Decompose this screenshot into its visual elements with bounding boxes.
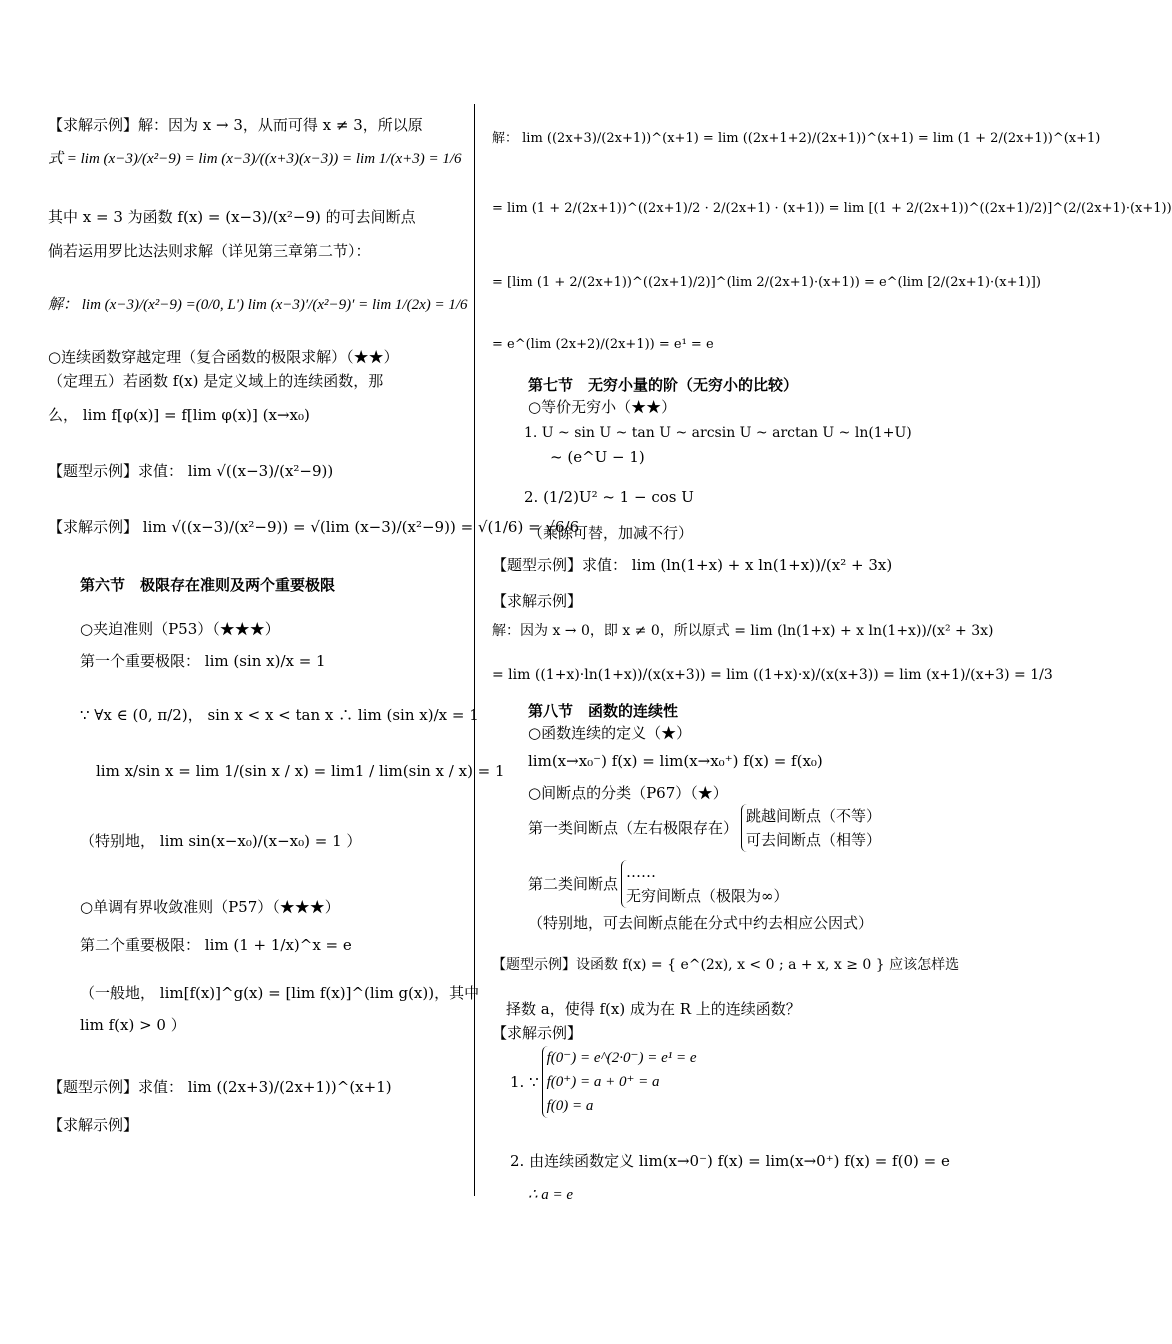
removable-discontinuity: 可去间断点（相等） [746, 831, 882, 849]
formula-line: = [lim (1 + 2/(2x+1))^((2x+1)/2)]^(lim 2/(2x+1)·(x+1)) = e^(lim [2/(2x+1)·(x+1)]) [492, 275, 1041, 290]
formula-line: = lim ((1+x)·ln(1+x))/(x(x+3)) = lim ((1+x)·x)/(x(x+3)) = lim (x+1)/(x+3) = 1/3 [492, 667, 1053, 683]
text-line: 【求解示例】解：因为 x → 3，从而可得 x ≠ 3，所以原 [48, 116, 423, 134]
text-line: （定理五）若函数 f(x) 是定义域上的连续函数，那 [48, 372, 384, 390]
text-line: 倘若运用罗比达法则求解（详见第三章第二节）： [48, 242, 371, 260]
text-line: ○夹迫准则（P53）（★★★） [80, 620, 280, 638]
formula-line: = e^(lim (2x+2)/(2x+1)) = e¹ = e [492, 337, 714, 352]
jump-discontinuity: 跳越间断点（不等） [746, 807, 882, 825]
text-line: ○函数连续的定义（★） [528, 724, 692, 742]
discontinuity-type-1 [528, 804, 881, 852]
formula-line: lim x/sin x = lim 1/(sin x / x) = lim1 / lim(sin x / x) = 1 [96, 762, 505, 780]
solution-line: 【求解示例】 lim √((x−3)/(x²−9)) = √(lim (x−3)/(x²−9)) = √(1/6) = √6/6 [48, 518, 580, 536]
formula-line: 么， lim f[φ(x)] = f[lim φ(x)] (x→x₀) [48, 406, 310, 424]
because-label: 1. ∵ [510, 1073, 539, 1091]
text-line: 其中 x = 3 为函数 f(x) = (x−3)/(x²−9) 的可去间断点 [48, 208, 416, 226]
formula-line: 第一个重要极限： lim (sin x)/x = 1 [80, 652, 326, 670]
section-8-heading: 第八节 函数的连续性 [528, 702, 679, 720]
text-line: （乘除可替，加减不行） [528, 524, 694, 542]
text-line: （特别地，可去间断点能在分式中约去相应公因式） [528, 914, 874, 932]
section-7-heading: 第七节 无穷小量的阶（无穷小的比较） [528, 376, 799, 394]
step-1-brace [542, 1046, 697, 1118]
text-line: ○单调有界收敛准则（P57）（★★★） [80, 898, 340, 916]
left-limit: f(0⁻) = e^(2·0⁻) = e¹ = e [546, 1050, 697, 1066]
formula-line: 第二个重要极限： lim (1 + 1/x)^x = e [80, 936, 352, 954]
formula-line: lim f(x) > 0 ） [80, 1016, 186, 1034]
solution-heading: 【求解示例】 [492, 592, 583, 610]
question-line: 【题型示例】求值： lim (ln(1+x) + x ln(1+x))/(x² + 3x) [492, 556, 893, 574]
function-value: f(0) = a [546, 1098, 594, 1114]
question-line: 【题型示例】求值： lim √((x−3)/(x²−9)) [48, 462, 334, 480]
formula-line: ~ (e^U − 1) [550, 448, 645, 466]
step-2: 2. 由连续函数定义 lim(x→0⁻) f(x) = lim(x→0⁺) f(x) = f(0) = e [510, 1152, 950, 1170]
text-line: ○间断点的分类（P67）（★） [528, 784, 728, 802]
step-1 [510, 1046, 697, 1118]
question-line: 【题型示例】设函数 f(x) = { e^(2x), x < 0 ; a + x, x ≥ 0 } 应该怎样选 [492, 957, 960, 973]
text-line: ○连续函数穿越定理（复合函数的极限求解）（★★） [48, 348, 399, 366]
discontinuity-type-2 [528, 860, 789, 908]
type-2-brace [621, 860, 789, 908]
formula-line: 解： lim ((2x+3)/(2x+1))^(x+1) = lim ((2x+1+2)/(2x+1))^(x+1) = lim (1 + 2/(2x+1))^(x+1) [492, 131, 1101, 146]
formula-line: （特别地， lim sin(x−x₀)/(x−x₀) = 1 ） [80, 832, 362, 850]
formula-line: = lim (1 + 2/(2x+1))^((2x+1)/2 · 2/(2x+1) · (x+1)) = lim [(1 + 2/(2x+1))^((2x+1)/2)]^(2/(2x+1)·(x+1)) [492, 201, 1172, 216]
formula-line: ∵ ∀x ∈ (0, π/2)， sin x < x < tan x ∴ lim (sin x)/x = 1 [80, 706, 479, 724]
formula-line: 式 = lim (x−3)/(x²−9) = lim (x−3)/((x+3)(x−3)) = lim 1/(x+3) = 1/6 [48, 151, 462, 167]
type-1-label: 第一类间断点（左右极限存在） [528, 819, 739, 837]
formula-line: 1. U ~ sin U ~ tan U ~ arcsin U ~ arctan U ~ ln(1+U) [524, 425, 912, 441]
solution-heading: 【求解示例】 [48, 1116, 139, 1134]
type-2-label: 第二类间断点 [528, 875, 619, 893]
formula-line: （一般地， lim[f(x)]^g(x) = [lim f(x)]^(lim g(x))，其中 [80, 984, 480, 1002]
text-line: ○等价无穷小（★★） [528, 398, 677, 416]
formula-line: lim(x→x₀⁻) f(x) = lim(x→x₀⁺) f(x) = f(x₀) [528, 752, 823, 770]
column-divider [474, 104, 475, 1196]
section-6-heading: 第六节 极限存在准则及两个重要极限 [80, 576, 336, 594]
question-line: 择数 a，使得 f(x) 成为在 R 上的连续函数？ [506, 1000, 801, 1018]
formula-line: 解： lim (x−3)/(x²−9) =(0/0, L') lim (x−3)′/(x²−9)′ = lim 1/(2x) = 1/6 [48, 297, 468, 313]
type-1-brace [741, 804, 881, 852]
solution-heading: 【求解示例】 [492, 1024, 583, 1042]
formula-line: 解：因为 x → 0，即 x ≠ 0，所以原式 = lim (ln(1+x) + x ln(1+x))/(x² + 3x) [492, 623, 994, 639]
conclusion: ∴ a = e [528, 1187, 574, 1203]
ellipsis: …… [626, 863, 657, 881]
question-line: 【题型示例】求值： lim ((2x+3)/(2x+1))^(x+1) [48, 1078, 392, 1096]
right-limit: f(0⁺) = a + 0⁺ = a [546, 1074, 660, 1090]
formula-line: 2. (1/2)U² ~ 1 − cos U [524, 488, 694, 506]
infinite-discontinuity: 无穷间断点（极限为∞） [626, 887, 789, 905]
